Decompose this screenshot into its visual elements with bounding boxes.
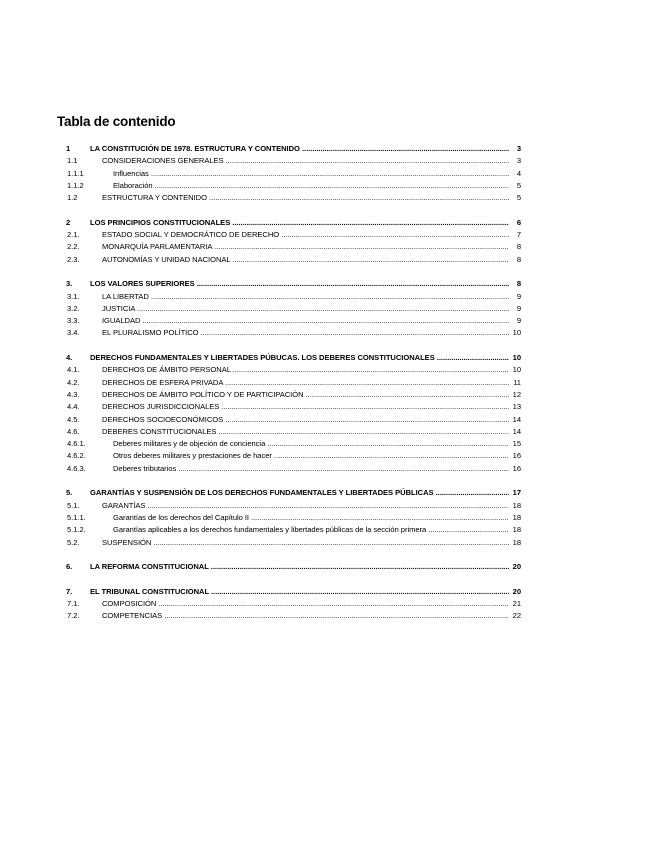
toc-entry-number: 4.6.3. xyxy=(67,463,86,473)
toc-entry-label: DEBERES CONSTITUCIONALES ..... xyxy=(102,426,509,438)
toc-entry-label: GARANTÍAS ..... xyxy=(102,500,509,512)
toc-entry-label: IGUALDAD ..... xyxy=(102,315,509,327)
toc-entry-page: 18 xyxy=(512,537,521,549)
toc-entry-number: 4.6. xyxy=(67,426,80,436)
toc-entry-page: 18 xyxy=(512,512,521,524)
toc-entry-page: 17 xyxy=(512,487,521,499)
toc-entry-level-3[interactable] xyxy=(57,512,521,524)
toc-entry-label: ESTADO SOCIAL Y DEMOCRÁTICO DE DERECHO ..... xyxy=(102,229,509,241)
toc-entry-page: 20 xyxy=(512,586,521,598)
toc-entry-level-3[interactable] xyxy=(57,438,521,450)
toc-entry-label: ESTRUCTURA Y CONTENIDO ..... xyxy=(102,192,509,204)
toc-entry-number: 1 xyxy=(66,144,71,153)
toc-entry-level-2[interactable] xyxy=(57,426,521,438)
toc-entry-number: 2.2. xyxy=(67,242,80,252)
toc-entry-page: 8 xyxy=(516,278,521,290)
toc-entry-number: 4.1. xyxy=(67,365,80,375)
toc-entry-level-2[interactable] xyxy=(57,327,521,339)
toc-entry-label: Garantías aplicables a los derechos fundamentales y libertades públicas de la sección primera ..... xyxy=(113,524,509,536)
toc-entry-page: 10 xyxy=(512,327,521,339)
toc-entry-number: 4.6.1. xyxy=(67,439,86,449)
section-gap xyxy=(57,573,521,585)
toc-entry-number: 5.2. xyxy=(67,537,80,547)
toc-entry-number: 6. xyxy=(66,562,73,572)
toc-entry-page: 10 xyxy=(512,364,521,376)
toc-entry-level-2[interactable] xyxy=(57,364,521,376)
toc-entry-level-1[interactable] xyxy=(57,586,521,598)
toc-entry-level-2[interactable] xyxy=(57,254,521,266)
toc-entry-label: LOS VALORES SUPERIORES ..... xyxy=(90,278,509,290)
toc-entry-number: 3. xyxy=(66,279,73,289)
toc-entry-number: 4. xyxy=(66,353,73,363)
toc-entry-page: 3 xyxy=(516,155,521,167)
toc-entry-page: 13 xyxy=(512,401,521,413)
toc-entry-level-1[interactable] xyxy=(57,278,521,290)
toc-entry-page: 8 xyxy=(516,254,521,266)
toc-entry-level-2[interactable] xyxy=(57,291,521,303)
toc-entry-number: 7. xyxy=(66,586,73,596)
toc-entry-label: DERECHOS JURISDICCIONALES ..... xyxy=(102,401,509,413)
toc-entry-number: 3.4. xyxy=(67,328,80,338)
toc-entry-label: Influencias ..... xyxy=(113,168,509,180)
toc-entry-label: JUSTICIA ..... xyxy=(102,303,509,315)
toc-entry-number: 1.1.2 xyxy=(67,180,84,190)
toc-entry-label: DERECHOS DE ESFERA PRIVADA ..... xyxy=(102,377,509,389)
toc-entry-level-2[interactable] xyxy=(57,414,521,426)
toc-entry-number: 1.2 xyxy=(67,193,78,203)
toc-entry-label: DERECHOS FUNDAMENTALES Y LIBERTADES PÚBUCAS. LOS DEBERES CONSTITUCIONALES ..... xyxy=(90,352,509,364)
toc-entry-label: CONSIDERACIONES GENERALES ..... xyxy=(102,155,509,167)
toc-entry-number: 5.1.1. xyxy=(67,512,86,522)
toc-entry-number: 4.5. xyxy=(67,414,80,424)
section-gap xyxy=(57,475,521,487)
toc-entry-number: 1.1.1 xyxy=(67,168,84,178)
toc-entry-label: AUTONOMÍAS Y UNIDAD NACIONAL ..... xyxy=(102,254,509,266)
toc-entry-number: 1.1 xyxy=(67,156,78,166)
toc-entry-level-2[interactable] xyxy=(57,155,521,167)
toc-entry-number: 4.3. xyxy=(67,389,80,399)
toc-entry-number: 7.2. xyxy=(67,611,80,621)
toc-entry-label: MONARQUÍA PARLAMENTARIA ..... xyxy=(102,241,509,253)
toc-entry-number: 5. xyxy=(66,488,73,498)
toc-entry-number: 5.1. xyxy=(67,500,80,510)
toc-entry-level-1[interactable] xyxy=(57,217,521,229)
toc-entry-label: DERECHOS SOCIOECONÓMICOS ..... xyxy=(102,414,509,426)
section-gap xyxy=(57,204,521,216)
toc-entry-page: 16 xyxy=(512,450,521,462)
toc-entry-label: Deberes tributarios ..... xyxy=(113,463,509,475)
toc-entry-level-2[interactable] xyxy=(57,610,521,622)
toc-entry-level-3[interactable] xyxy=(57,463,521,475)
toc-entry-page: 22 xyxy=(512,610,521,622)
toc-entry-page: 5 xyxy=(516,192,521,204)
toc-entry-level-1[interactable] xyxy=(57,487,521,499)
toc-entry-level-3[interactable] xyxy=(57,524,521,536)
toc-entry-level-3[interactable] xyxy=(57,450,521,462)
toc-entry-label: EL TRIBUNAL CONSTITUCIONAL ..... xyxy=(90,586,509,598)
toc-entry-page: 11 xyxy=(512,377,521,389)
toc-entry-page: 8 xyxy=(516,241,521,253)
toc-entry-label: COMPETENCIAS ..... xyxy=(102,610,509,622)
table-of-contents xyxy=(57,143,521,623)
toc-entry-page: 15 xyxy=(512,438,521,450)
toc-entry-page: 9 xyxy=(516,303,521,315)
toc-entry-page: 9 xyxy=(516,291,521,303)
toc-entry-level-2[interactable] xyxy=(57,598,521,610)
toc-entry-page: 20 xyxy=(512,561,521,573)
toc-entry-page: 4 xyxy=(516,168,521,180)
toc-entry-number: 2.1. xyxy=(67,230,80,240)
toc-entry-page: 16 xyxy=(512,463,521,475)
toc-entry-level-2[interactable] xyxy=(57,537,521,549)
toc-entry-level-3[interactable] xyxy=(57,168,521,180)
toc-entry-page: 9 xyxy=(516,315,521,327)
toc-entry-page: 21 xyxy=(512,598,521,610)
toc-entry-level-2[interactable] xyxy=(57,377,521,389)
toc-entry-page: 10 xyxy=(512,352,521,364)
toc-entry-page: 7 xyxy=(516,229,521,241)
toc-entry-level-2[interactable] xyxy=(57,303,521,315)
toc-entry-number: 2.3. xyxy=(67,254,80,264)
toc-entry-level-2[interactable] xyxy=(57,500,521,512)
toc-entry-level-2[interactable] xyxy=(57,401,521,413)
toc-entry-number: 4.4. xyxy=(67,402,80,412)
toc-entry-label: Garantías de los derechos del Capítulo II ..... xyxy=(113,512,509,524)
toc-entry-label: SUSPENSIÓN ..... xyxy=(102,537,509,549)
toc-entry-label: EL PLURALISMO POLÍTICO ..... xyxy=(102,327,509,339)
toc-entry-level-3[interactable] xyxy=(57,180,521,192)
toc-entry-level-2[interactable] xyxy=(57,192,521,204)
toc-entry-page: 18 xyxy=(512,524,521,536)
toc-entry-level-1[interactable] xyxy=(57,352,521,364)
toc-entry-level-1[interactable] xyxy=(57,561,521,573)
section-gap xyxy=(57,340,521,352)
toc-entry-level-2[interactable] xyxy=(57,241,521,253)
toc-entry-number: 3.2. xyxy=(67,303,80,313)
page-title: Tabla de contenido xyxy=(57,114,176,129)
section-gap xyxy=(57,549,521,561)
toc-entry-level-2[interactable] xyxy=(57,389,521,401)
toc-entry-number: 4.2. xyxy=(67,377,80,387)
toc-entry-label: LA LIBERTAD ..... xyxy=(102,291,509,303)
toc-entry-label: Elaboración ..... xyxy=(113,180,509,192)
toc-entry-level-2[interactable] xyxy=(57,229,521,241)
toc-entry-label: GARANTÍAS Y SUSPENSIÓN DE LOS DERECHOS FUNDAMENTALES Y LIBERTADES PÚBLICAS ..... xyxy=(90,487,509,499)
toc-entry-number: 7.1. xyxy=(67,598,80,608)
toc-entry-page: 14 xyxy=(512,414,521,426)
toc-entry-page: 12 xyxy=(512,389,521,401)
toc-entry-label: LA CONSTITUCIÓN DE 1978. ESTRUCTURA Y CONTENIDO ..... xyxy=(90,143,509,155)
toc-entry-page: 6 xyxy=(516,217,521,229)
toc-entry-label: DERECHOS DE ÁMBITO POLÍTICO Y DE PARTICIPACIÓN ..... xyxy=(102,389,509,401)
toc-entry-number: 3.3. xyxy=(67,316,80,326)
section-gap xyxy=(57,266,521,278)
toc-entry-label: LOS PRINCIPIOS CONSTITUCIONALES ..... xyxy=(90,217,509,229)
toc-entry-number: 5.1.2. xyxy=(67,525,86,535)
toc-entry-label: DERECHOS DE ÁMBITO PERSONAL ..... xyxy=(102,364,509,376)
toc-entry-label: COMPOSICIÓN ..... xyxy=(102,598,509,610)
toc-entry-level-2[interactable] xyxy=(57,315,521,327)
toc-entry-page: 3 xyxy=(516,143,521,155)
toc-entry-page: 14 xyxy=(512,426,521,438)
toc-entry-page: 5 xyxy=(516,180,521,192)
toc-entry-label: Otros deberes militares y prestaciones de hacer ..... xyxy=(113,450,509,462)
toc-entry-number: 4.6.2. xyxy=(67,451,86,461)
toc-entry-level-1[interactable] xyxy=(57,143,521,155)
toc-entry-page: 18 xyxy=(512,500,521,512)
toc-entry-label: LA REFORMA CONSTITUCIONAL ..... xyxy=(90,561,509,573)
toc-entry-number: 3.1. xyxy=(67,291,80,301)
toc-entry-number: 2 xyxy=(66,217,71,227)
toc-entry-label: Deberes militares y de objeción de conciencia ..... xyxy=(113,438,509,450)
